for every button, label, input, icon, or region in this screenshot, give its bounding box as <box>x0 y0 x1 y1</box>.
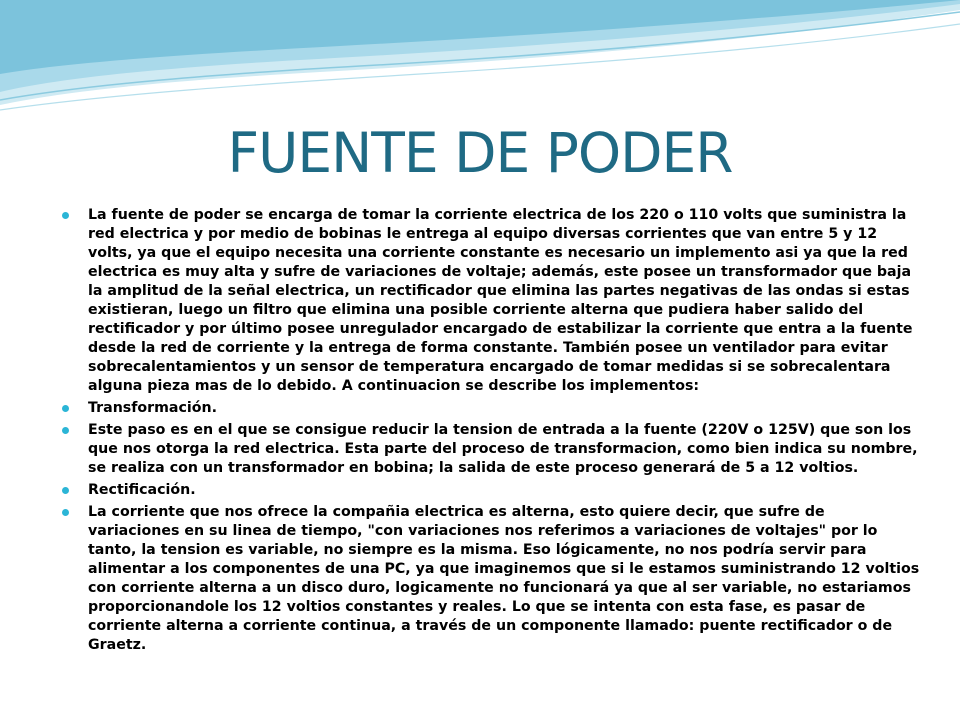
bullet-text: Este paso es en el que se consigue reducir la tension de entrada a la fuente (220V o 125V) que son los que nos otorga la red electrica. Esta parte del proceso de transformacion, como bien indica su nombre, se realiza con un transformador en bobina; la salida de este proceso generará de 5 a 12 voltios. <box>88 422 918 476</box>
list-item <box>60 503 920 655</box>
list-item <box>60 481 920 500</box>
bullet-text: La corriente que nos ofrece la compañia electrica es alterna, esto quiere decir, que sufre de variaciones en su linea de tiempo, "con variaciones nos referimos a variaciones de voltajes" por lo tanto, la tension es variable, no siempre es la misma. Eso lógicamente, no nos podría servir para alimentar a los componentes de una PC, ya que imaginemos que si le estamos suministrando 12 voltios con corriente alterna a un disco duro, logicamente no funcionará ya que al ser variable, no estariamos proporcionandole los 12 voltios constantes y reales. Lo que se intenta con esta fase, es pasar de corriente alterna a corriente continua, a través de un componente llamado: puente rectificador o de Graetz. <box>88 504 920 653</box>
bullet-icon <box>62 487 69 494</box>
list-item <box>60 421 920 478</box>
bullet-icon <box>62 509 69 516</box>
bullet-text: La fuente de poder se encarga de tomar la corriente electrica de los 220 o 110 volts que suministra la red electrica y por medio de bobinas le entrega al equipo diversas corrientes que van entre 5 y 12 volts, ya que el equipo necesita una corriente constante es necesario un implemento asi ya que la red electrica es muy alta y sufre de variaciones de voltaje; además, este posee un transformador que baja la amplitud de la señal electrica, un rectificador que elimina las partes negativas de las ondas si estas existieran, luego un filtro que elimina una posible corriente alterna que pudiera haber salido del rectificador y por último posee unregulador encargado de estabilizar la corriente que entra a la fuente desde la red de corriente y la entrega de forma constante. También posee un ventilador para evitar sobrecalentamientos y un sensor de temperatura encargado de tomar medidas si se sobrecalentara alguna pieza mas de lo debido. A continuacion se describe los implementos: <box>88 207 913 394</box>
bullet-list <box>60 206 920 658</box>
bullet-icon <box>62 405 69 412</box>
list-item <box>60 206 920 396</box>
slide-title: FUENTE DE PODER <box>227 121 733 185</box>
bullet-text: Rectificación. <box>88 482 196 498</box>
bullet-icon <box>62 212 69 219</box>
bullet-text: Transformación. <box>88 400 218 416</box>
header-wave-decoration <box>0 0 960 115</box>
bullet-icon <box>62 427 69 434</box>
list-item <box>60 399 920 418</box>
